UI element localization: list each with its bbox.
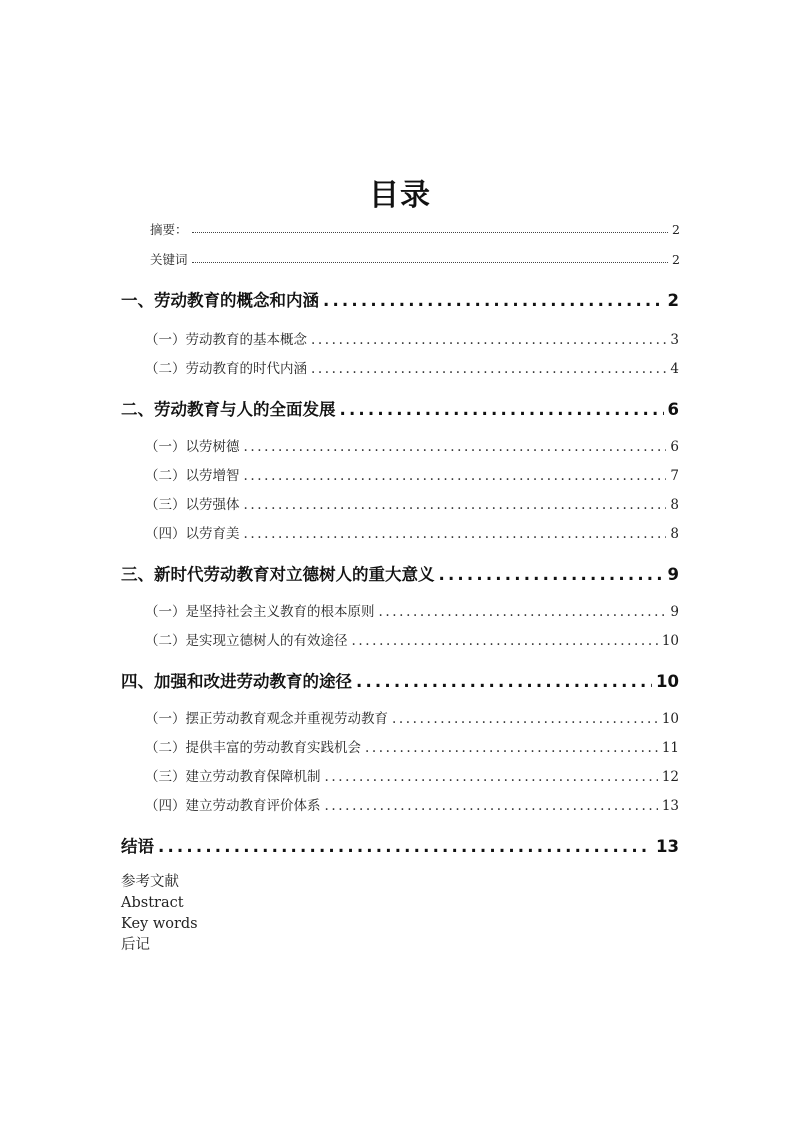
toc-section-label: （二）提供丰富的劳动教育实践机会	[145, 740, 361, 756]
toc-trailing-keywords[interactable]: Key words	[121, 916, 198, 932]
toc-page-number: 10	[656, 672, 679, 691]
toc-page-number: 6	[670, 439, 679, 455]
toc-entry-label: 关键词	[150, 252, 188, 267]
toc-section-label: （三）以劳强体	[145, 497, 240, 513]
toc-section-3-1[interactable]	[145, 600, 679, 620]
toc-chapter-label: 一、劳动教育的概念和内涵	[121, 291, 319, 310]
toc-page-number: 4	[670, 361, 679, 377]
toc-page-number: 3	[670, 332, 679, 348]
toc-section-label: （四）建立劳动教育评价体系	[145, 798, 321, 814]
dot-leader	[244, 468, 667, 484]
toc-section-label: （一）是坚持社会主义教育的根本原则	[145, 604, 375, 620]
dot-leader	[192, 232, 669, 233]
toc-section-label: （一）劳动教育的基本概念	[145, 332, 307, 348]
dot-leader	[325, 769, 658, 785]
dot-leader	[379, 604, 667, 620]
toc-section-1-1[interactable]	[145, 328, 679, 348]
dot-leader	[311, 361, 666, 377]
toc-chapter-label: 四、加强和改进劳动教育的途径	[121, 672, 352, 691]
toc-section-2-2[interactable]	[145, 464, 679, 484]
toc-section-4-3[interactable]	[145, 765, 679, 785]
toc-chapter-label: 二、劳动教育与人的全面发展	[121, 400, 336, 419]
toc-section-label: （二）劳动教育的时代内涵	[145, 361, 307, 377]
toc-chapter-3[interactable]	[121, 561, 679, 585]
toc-trailing-references[interactable]: 参考文献	[121, 874, 179, 890]
toc-entry-abstract[interactable]	[150, 220, 680, 238]
dot-leader	[356, 672, 652, 691]
toc-section-label: （二）以劳增智	[145, 468, 240, 484]
toc-section-2-3[interactable]	[145, 493, 679, 513]
toc-chapter-label: 三、新时代劳动教育对立德树人的重大意义	[121, 565, 435, 584]
toc-page-number: 10	[661, 633, 679, 649]
toc-section-2-1[interactable]	[145, 435, 679, 455]
toc-page-number: 2	[672, 222, 680, 237]
dot-leader	[323, 291, 664, 310]
toc-page-number: 2	[672, 252, 680, 267]
toc-section-label: （三）建立劳动教育保障机制	[145, 769, 321, 785]
toc-section-label: （二）是实现立德树人的有效途径	[145, 633, 348, 649]
toc-section-4-1[interactable]	[145, 707, 679, 727]
dot-leader	[244, 497, 667, 513]
dot-leader	[311, 332, 666, 348]
dot-leader	[192, 262, 669, 263]
dot-leader	[340, 400, 664, 419]
toc-section-4-4[interactable]	[145, 794, 679, 814]
toc-chapter-conclusion[interactable]	[121, 833, 679, 857]
toc-page-number: 13	[661, 798, 679, 814]
toc-page-number: 11	[661, 740, 679, 756]
toc-page-number: 10	[661, 711, 679, 727]
toc-chapter-label: 结语	[121, 837, 154, 856]
toc-section-4-2[interactable]	[145, 736, 679, 756]
toc-trailing-abstract[interactable]: Abstract	[121, 895, 184, 911]
dot-leader	[158, 837, 652, 856]
toc-page-number: 9	[670, 604, 679, 620]
toc-entry-keywords[interactable]	[150, 250, 680, 268]
dot-leader	[244, 439, 667, 455]
toc-section-2-4[interactable]	[145, 522, 679, 542]
dot-leader	[352, 633, 658, 649]
toc-page-number: 7	[670, 468, 679, 484]
dot-leader	[244, 526, 667, 542]
toc-trailing-postscript[interactable]: 后记	[121, 937, 150, 953]
toc-section-label: （一）以劳树德	[145, 439, 240, 455]
dot-leader	[392, 711, 658, 727]
toc-page-number: 12	[661, 769, 679, 785]
toc-page-number: 2	[667, 291, 679, 310]
toc-section-label: （四）以劳育美	[145, 526, 240, 542]
toc-chapter-4[interactable]	[121, 668, 679, 692]
dot-leader	[439, 565, 664, 584]
dot-leader	[325, 798, 658, 814]
toc-title: 目录	[369, 178, 431, 213]
toc-page-number: 8	[670, 526, 679, 542]
toc-section-label: （一）摆正劳动教育观念并重视劳动教育	[145, 711, 388, 727]
toc-chapter-2[interactable]	[121, 396, 679, 420]
toc-chapter-1[interactable]	[121, 287, 679, 311]
toc-entry-label: 摘要：	[150, 222, 188, 237]
dot-leader	[365, 740, 658, 756]
toc-page-number: 6	[667, 400, 679, 419]
toc-page-number: 8	[670, 497, 679, 513]
toc-section-3-2[interactable]	[145, 629, 679, 649]
toc-page-number: 9	[667, 565, 679, 584]
toc-section-1-2[interactable]	[145, 357, 679, 377]
toc-page-number: 13	[656, 837, 679, 856]
